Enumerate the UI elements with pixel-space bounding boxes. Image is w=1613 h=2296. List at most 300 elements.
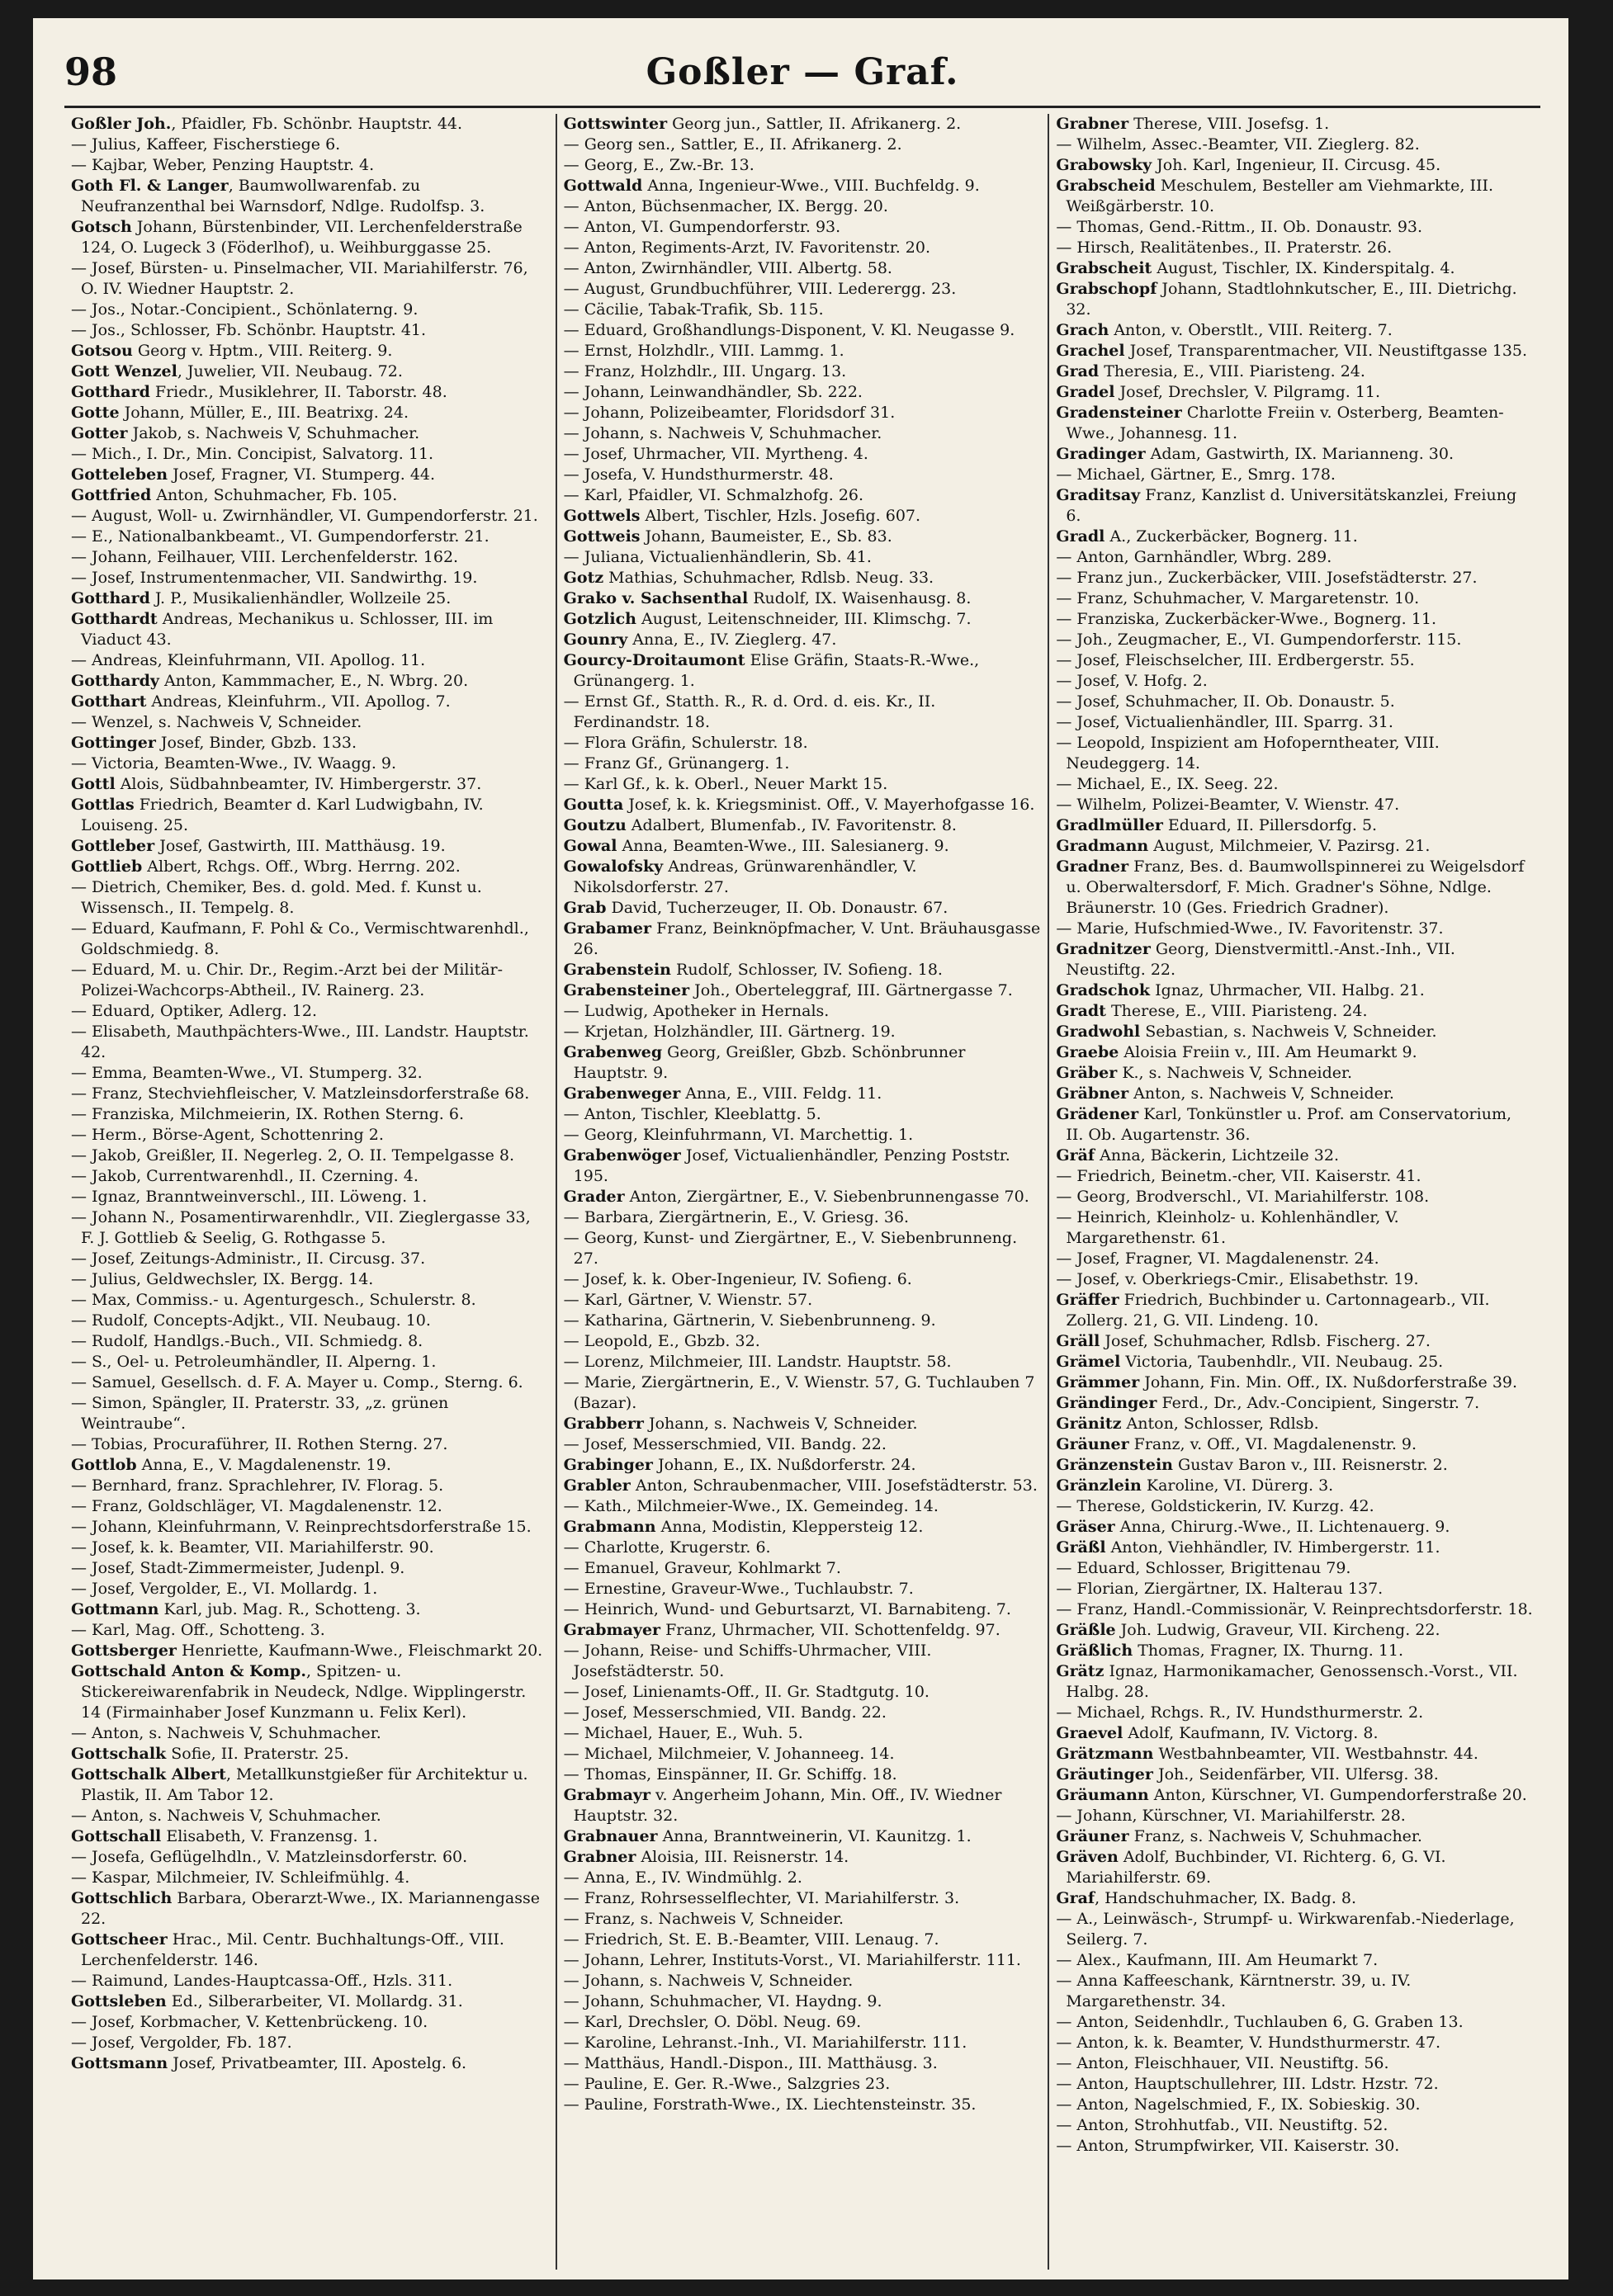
entry-details: Gustav Baron v., III. Reisnerstr. 2. [1173, 1456, 1448, 1474]
entry-surname: Grad [1056, 362, 1100, 380]
entry-details: — Michael, Milchmeier, V. Johanneeg. 14. [563, 1745, 895, 1763]
entry-details: — Franziska, Milchmeierin, IX. Rothen Sterng. 6. [71, 1105, 465, 1123]
entry-surname: Gottlas [71, 796, 135, 814]
directory-entry [1056, 2033, 1534, 2053]
directory-entry [1056, 588, 1534, 609]
entry-details: — Andreas, Kleinfuhrmann, VII. Apollog. 11. [71, 651, 426, 669]
entry-details: — Josef, Uhrmacher, VII. Myrtheng. 4. [563, 445, 868, 463]
entry-details: — Anton, Nagelschmied, F., IX. Sobieskig. 30. [1056, 2095, 1421, 2114]
entry-details: Ferd., Dr., Adv.-Concipient, Singerstr. 7. [1157, 1394, 1480, 1412]
entry-details: Friedrich, Buchbinder u. Cartonnagearb., VII. Zollerg. 21, G. VII. Lindeng. 10. [1066, 1291, 1490, 1330]
entry-surname: Gradensteiner [1056, 404, 1182, 422]
entry-surname: Grabensteiner [563, 981, 690, 999]
entry-details: Georg jun., Sattler, II. Afrikanerg. 2. [667, 115, 962, 133]
entry-details: Anton, Ziergärtner, E., V. Siebenbrunnengasse 70. [624, 1188, 1029, 1206]
entry-surname: Gränzenstein [1056, 1456, 1173, 1474]
directory-entry [1056, 1785, 1534, 1806]
directory-entry [564, 2012, 1042, 2033]
directory-entry [1056, 1146, 1534, 1166]
entry-details: Elise Gräfin, Staats-R.-Wwe., Grünangerg. 1. [573, 651, 980, 690]
directory-entry [564, 1785, 1042, 1826]
entry-surname: Gowalofsky [563, 857, 664, 876]
entry-details: Anna, E., IV. Zieglerg. 47. [627, 631, 837, 649]
directory-entry [71, 1372, 549, 1393]
entry-details: Joh., Oberteleggraf, III. Gärtnergasse 7. [689, 981, 1013, 999]
entry-surname: Gränitz [1056, 1415, 1122, 1433]
entry-details: — Johann, Feilhauer, VIII. Lerchenfelderstr. 162. [71, 548, 459, 566]
entry-surname: Gräf [1056, 1146, 1095, 1165]
directory-entry [71, 1393, 549, 1434]
entry-details: Adolf, Buchbinder, VI. Richterg. 6, G. VI. Mariahilferstr. 69. [1066, 1848, 1446, 1887]
entry-details: — Ernst Gf., Statth. R., R. d. Ord. d. eis. Kr., II. Ferdinandstr. 18. [563, 692, 936, 731]
directory-entry [564, 1414, 1042, 1434]
entry-details: Anna, Beamten-Wwe., III. Salesianerg. 9. [617, 837, 949, 855]
directory-entry [71, 1455, 549, 1476]
directory-entry [1056, 114, 1534, 135]
entry-surname: Gräßle [1056, 1621, 1116, 1639]
directory-entry [1056, 1826, 1534, 1847]
directory-entry [1056, 1476, 1534, 1496]
directory-entry [564, 1888, 1042, 1909]
entry-details: — Ernestine, Graveur-Wwe., Tuchlaubstr. 7. [563, 1580, 914, 1598]
entry-details: Henriette, Kaufmann-Wwe., Fleischmarkt 20. [176, 1642, 543, 1660]
entry-surname: Grabberr [563, 1415, 644, 1433]
directory-entry [564, 527, 1042, 547]
entry-details: — Georg, Kunst- und Ziergärtner, E., V. Siebenbrunneng. 27. [563, 1229, 1018, 1268]
entry-surname: Gräven [1056, 1848, 1119, 1866]
entry-details: — Eduard, Großhandlungs-Disponent, V. Kl. Neugasse 9. [563, 321, 1015, 339]
directory-entry [564, 1352, 1042, 1372]
entry-details: — Anton, Seidenhdlr., Tuchlauben 6, G. Graben 13. [1056, 2013, 1464, 2031]
entry-details: — Cäcilie, Tabak-Trafik, Sb. 115. [563, 300, 824, 319]
entry-surname: Grätz [1056, 1662, 1105, 1680]
entry-surname: Gottwels [563, 507, 641, 525]
entry-details: — Johann, Kürschner, VI. Mariahilferstr. 28. [1056, 1807, 1406, 1825]
entry-surname: Graditsay [1056, 486, 1141, 504]
entry-details: — Heinrich, Kleinholz- u. Kohlenhändler, V. Margarethenstr. 61. [1056, 1208, 1399, 1247]
entry-details: Hrac., Mil. Centr. Buchhaltungs-Off., VIII. Lerchenfelderstr. 146. [81, 1930, 504, 1969]
entry-details: — Eduard, M. u. Chir. Dr., Regim.-Arzt bei der Militär-Polizei-Wachcorps-Abtheil., IV. Rainerg. 23. [71, 961, 504, 999]
directory-entry [1056, 279, 1534, 320]
entry-details: — Tobias, Procuraführer, II. Rothen Sterng. 27. [71, 1435, 448, 1453]
entry-details: — Pauline, Forstrath-Wwe., IX. Liechtensteinstr. 35. [563, 2095, 977, 2114]
directory-entry [564, 485, 1042, 506]
entry-details: — Josef, Instrumentenmacher, VII. Sandwirthg. 19. [71, 569, 478, 587]
entry-surname: Gräuner [1056, 1435, 1129, 1453]
directory-entry [1056, 1166, 1534, 1187]
entry-details: Anton, Schraubenmacher, VIII. Josefstädterstr. 53. [630, 1476, 1038, 1495]
directory-entry [564, 1476, 1042, 1496]
directory-entry [1056, 1022, 1534, 1042]
directory-entry [564, 1579, 1042, 1599]
entry-details: — Leopold, Inspizient am Hofoperntheater, VIII. Neudeggerg. 14. [1056, 734, 1440, 772]
entry-surname: Graf [1056, 1889, 1095, 1907]
entry-details: — Josef, Bürsten- u. Pinselmacher, VII. Mariahilferstr. 76, O. IV. Wiedner Hauptstr. 2. [71, 259, 528, 298]
entry-details: v. Angerheim Johann, Min. Off., IV. Wiedner Hauptstr. 32. [573, 1786, 1002, 1825]
entry-details: — Josef, Korbmacher, V. Kettenbrückeng. 10. [71, 2013, 428, 2031]
directory-entry [564, 1434, 1042, 1455]
directory-entry [71, 1187, 549, 1207]
directory-entry [564, 630, 1042, 650]
directory-entry [71, 176, 549, 217]
directory-entry [71, 1538, 549, 1558]
entry-surname: Gräffer [1056, 1291, 1119, 1309]
directory-entry [564, 1207, 1042, 1228]
directory-entry [1056, 258, 1534, 279]
entry-details: — Franz Gf., Grünangerg. 1. [563, 754, 790, 772]
entry-details: Anna, Branntweinerin, VI. Kaunitzg. 1. [657, 1827, 972, 1845]
entry-details: — Johann, Schuhmacher, VI. Haydng. 9. [563, 1992, 882, 2010]
entry-details: Josef, Drechsler, V. Pilgramg. 11. [1114, 383, 1381, 401]
directory-entry [564, 795, 1042, 815]
directory-entry [1056, 815, 1534, 836]
directory-entry [1056, 1847, 1534, 1888]
entry-surname: Gottmann [71, 1600, 159, 1618]
directory-entry [71, 1991, 549, 2012]
entry-details: — Julius, Geldwechsler, IX. Bergg. 14. [71, 1270, 374, 1288]
entry-surname: Grader [563, 1188, 625, 1206]
entry-details: — Krjetan, Holzhändler, III. Gärtnerg. 19. [563, 1023, 896, 1041]
entry-details: K., s. Nachweis V, Schneider. [1117, 1064, 1353, 1082]
directory-entry [564, 465, 1042, 485]
entry-surname: Grabscheid [1056, 177, 1156, 195]
entry-details: — Franz jun., Zuckerbäcker, VIII. Josefstädterstr. 27. [1056, 569, 1478, 587]
entry-surname: Grabnauer [563, 1827, 658, 1845]
entry-details: Ignaz, Harmonikamacher, Genossensch.-Vorst., VII. Halbg. 28. [1066, 1662, 1518, 1701]
directory-entry [1056, 1104, 1534, 1146]
entry-details: — Josefa, Geflügelhdln., V. Matzleinsdorferstr. 60. [71, 1848, 468, 1866]
entry-details: — Kath., Milchmeier-Wwe., IX. Gemeindeg. 14. [563, 1497, 939, 1515]
entry-details: Georg, Dienstvermittl.-Anst.-Inh., VII. Neustiftg. 22. [1066, 940, 1455, 979]
entry-surname: Grabinger [563, 1456, 653, 1474]
entry-surname: Gradl [1056, 527, 1105, 546]
entry-details: — Anton, Strohhutfab., VII. Neustiftg. 52. [1056, 2116, 1388, 2134]
directory-entry [71, 1022, 549, 1063]
directory-entry [1056, 1455, 1534, 1476]
directory-entry [564, 1950, 1042, 1971]
directory-entry [71, 588, 549, 609]
entry-details: Franz, Bes. d. Baumwollspinnerei zu Weigelsdorf u. Oberwaltersdorf, F. Mich. Gradner's Söhne, Ndlge. Bräunerstr. 10 (Ges. Friedrich Gradner). [1066, 857, 1525, 917]
directory-entry [71, 155, 549, 176]
directory-entry [71, 1476, 549, 1496]
directory-entry [71, 795, 549, 836]
entry-details: Andreas, Kleinfuhrm., VII. Apollog. 7. [146, 692, 451, 711]
directory-entry [1056, 444, 1534, 465]
entry-details: — Pauline, E. Ger. R.-Wwe., Salzgries 23. [563, 2075, 891, 2093]
entry-surname: Gräser [1056, 1518, 1115, 1536]
directory-entry [564, 1331, 1042, 1352]
directory-entry [1056, 1641, 1534, 1661]
entry-surname: Gräber [1056, 1064, 1118, 1082]
entry-surname: Grabscheit [1056, 259, 1152, 277]
entry-details: Anna, Chirurg.-Wwe., II. Lichtenauerg. 9. [1114, 1518, 1450, 1536]
columns [64, 114, 1540, 2270]
entry-details: — Anton, Hauptschullehrer, III. Ldstr. Hzstr. 72. [1056, 2075, 1439, 2093]
entry-surname: Gottschall [71, 1827, 162, 1845]
directory-entry [1056, 2053, 1534, 2074]
directory-entry [564, 1991, 1042, 2012]
directory-entry [1056, 176, 1534, 217]
directory-entry [564, 1104, 1042, 1125]
directory-entry [1056, 1207, 1534, 1249]
directory-entry [1056, 465, 1534, 485]
directory-entry [71, 1269, 549, 1290]
directory-entry [71, 382, 549, 403]
directory-entry [71, 506, 549, 527]
directory-entry [71, 423, 549, 444]
entry-details: — Marie, Ziergärtnerin, E., V. Wienstr. 57, G. Tuchlauben 7 (Bazar). [563, 1373, 1035, 1412]
directory-entry [564, 1909, 1042, 1930]
entry-details: — Ignaz, Branntweinverschl., III. Löweng. 1. [71, 1188, 428, 1206]
entry-surname: Gräutinger [1056, 1765, 1153, 1783]
entry-surname: Gounry [563, 631, 628, 649]
entry-details: Franz, v. Off., VI. Magdalenenstr. 9. [1128, 1435, 1417, 1453]
directory-entry [564, 815, 1042, 836]
entry-details: — Johann, Reise- und Schiffs-Uhrmacher, VIII. Josefstädterstr. 50. [563, 1642, 932, 1680]
directory-entry [564, 1022, 1042, 1042]
directory-entry [71, 361, 549, 382]
entry-surname: Gottsleben [71, 1992, 167, 2010]
entry-details: — Franz, Stechviehfleischer, V. Matzleinsdorferstraße 68. [71, 1084, 530, 1103]
directory-entry [1056, 919, 1534, 939]
entry-details: — Josef, Vergolder, E., VI. Mollardg. 1. [71, 1580, 378, 1598]
directory-entry [71, 671, 549, 692]
entry-details: — Raimund, Landes-Hauptcassa-Off., Hzls. 311. [71, 1972, 453, 1990]
directory-entry [71, 1806, 549, 1826]
directory-entry [71, 1146, 549, 1166]
entry-details: Adam, Gastwirth, IX. Marianneng. 30. [1145, 445, 1454, 463]
entry-details: — Josef, Messerschmied, VII. Bandg. 22. [563, 1435, 887, 1453]
directory-entry [564, 1641, 1042, 1682]
directory-entry [564, 135, 1042, 155]
column-3 [1048, 114, 1540, 2270]
entry-details: David, Tucherzeuger, II. Ob. Donaustr. 67. [606, 899, 948, 917]
entry-details: Andreas, Grünwarenhändler, V. Nikolsdorferstr. 27. [573, 857, 917, 896]
directory-entry [564, 1558, 1042, 1579]
directory-entry [71, 919, 549, 960]
entry-details: Joh. Ludwig, Graveur, VII. Kircheng. 22. [1115, 1621, 1440, 1639]
directory-entry [1056, 1806, 1534, 1826]
entry-details: Adolf, Kaufmann, IV. Victorg. 8. [1123, 1724, 1379, 1742]
entry-details: — Josef, Fragner, VI. Magdalenenstr. 24. [1056, 1250, 1379, 1268]
entry-details: — Georg, Kleinfuhrmann, VI. Marchettig. 1. [563, 1126, 914, 1144]
entry-details: — Barbara, Ziergärtnerin, E., V. Griesg. 36. [563, 1208, 910, 1226]
entry-surname: Grabenweger [563, 1084, 681, 1103]
entry-surname: Gräll [1056, 1332, 1100, 1350]
entry-details: Mathias, Schuhmacher, Rdlsb. Neug. 33. [603, 569, 934, 587]
entry-details: Westbahnbeamter, VII. Westbahnstr. 44. [1153, 1745, 1478, 1763]
entry-surname: Gott Wenzel [71, 362, 177, 380]
entry-details: — Marie, Hufschmied-Wwe., IV. Favoritenstr. 37. [1056, 919, 1444, 938]
entry-details: — Anton, VI. Gumpendorferstr. 93. [563, 218, 841, 236]
entry-details: — Ernst, Holzhdlr., VIII. Lammg. 1. [563, 342, 844, 360]
directory-entry [564, 1146, 1042, 1187]
entry-details: Rudolf, Schlosser, IV. Sofieng. 18. [671, 961, 943, 979]
entry-details: Friedr., Musiklehrer, II. Taborstr. 48. [149, 383, 447, 401]
directory-entry [564, 1228, 1042, 1269]
directory-entry [71, 1084, 549, 1104]
entry-details: , Handschuhmacher, IX. Badg. 8. [1095, 1889, 1357, 1907]
entry-details: — Anton, s. Nachweis V, Schuhmacher. [71, 1724, 381, 1742]
entry-details: — Georg, E., Zw.-Br. 13. [563, 156, 754, 174]
entry-details: — Kaspar, Milchmeier, IV. Schleifmühlg. 4. [71, 1868, 410, 1887]
entry-details: — Max, Commiss.- u. Agenturgesch., Schulerstr. 8. [71, 1291, 476, 1309]
entry-details: — Johann, Leinwandhändler, Sb. 222. [563, 383, 863, 401]
directory-entry [1056, 1703, 1534, 1723]
directory-entry [1056, 1269, 1534, 1290]
entry-details: Albert, Tischler, Hzls. Josefig. 607. [640, 507, 921, 525]
entry-details: — Jos., Schlosser, Fb. Schönbr. Hauptstr. 41. [71, 321, 427, 339]
entry-details: — Anton, Büchsenmacher, IX. Bergg. 20. [563, 197, 888, 215]
entry-details: — Eduard, Kaufmann, F. Pohl & Co., Vermischtwarenhdl., Goldschmiedg. 8. [71, 919, 529, 958]
entry-surname: Gottfried [71, 486, 152, 504]
entry-surname: Grändinger [1056, 1394, 1157, 1412]
entry-details: — Anton, Garnhändler, Wbrg. 289. [1056, 548, 1332, 566]
entry-surname: Grabenweg [563, 1043, 663, 1061]
directory-entry [564, 733, 1042, 754]
entry-details: — Josef, Fleischselcher, III. Erdbergerstr. 55. [1056, 651, 1415, 669]
entry-details: — Emma, Beamten-Wwe., VI. Stumperg. 32. [71, 1064, 423, 1082]
directory-entry [564, 2095, 1042, 2115]
directory-entry [564, 176, 1042, 196]
entry-details: — Johann N., Posamentirwarenhdlr., VII. Zieglergasse 33, F. J. Gottlieb & Seelig, G. Rothgasse 5. [71, 1208, 531, 1247]
entry-details: — Herm., Börse-Agent, Schottenring 2. [71, 1126, 384, 1144]
entry-details: — Therese, Goldstickerin, IV. Kurzg. 42. [1056, 1497, 1374, 1515]
entry-details: Karl, Tonkünstler u. Prof. am Conservatorium, II. Ob. Augartenstr. 36. [1066, 1105, 1511, 1144]
entry-details: Charlotte Freiin v. Osterberg, Beamten-Wwe., Johannesg. 11. [1066, 404, 1504, 442]
entry-surname: Graebe [1056, 1043, 1119, 1061]
entry-details: — Anton, Zwirnhändler, VIII. Albertg. 58. [563, 259, 892, 277]
directory-entry [564, 1125, 1042, 1146]
entry-details: — Josef, Linienamts-Off., II. Gr. Stadtgutg. 10. [563, 1683, 929, 1701]
entry-details: — Michael, Hauer, E., Wuh. 5. [563, 1724, 803, 1742]
entry-details: — Anton, k. k. Beamter, V. Hundsthurmerstr. 47. [1056, 2034, 1441, 2052]
entry-details: — Rudolf, Concepts-Adjkt., VII. Neubaug. 10. [71, 1311, 431, 1330]
entry-details: — Georg sen., Sattler, E., II. Afrikanerg. 2. [563, 135, 902, 154]
entry-details: Anton, s. Nachweis V, Schneider. [1128, 1084, 1394, 1103]
entry-details: — E., Nationalbankbeamt., VI. Gumpendorferstr. 21. [71, 527, 490, 546]
directory-entry [1056, 2012, 1534, 2033]
directory-entry [564, 444, 1042, 465]
directory-entry [1056, 341, 1534, 361]
directory-entry [1056, 568, 1534, 588]
entry-details: Johann, Bürstenbinder, VII. Lerchenfelderstraße 124, O. Lugeck 3 (Föderlhof), u. Weihburggasse 25. [81, 218, 523, 257]
entry-surname: Gotthard [71, 383, 150, 401]
directory-entry [1056, 1538, 1534, 1558]
entry-details: — Franz, Holzhdlr., III. Ungarg. 13. [563, 362, 847, 380]
directory-entry [564, 1599, 1042, 1620]
entry-details: — Mich., I. Dr., Min. Concipist, Salvatorg. 11. [71, 445, 434, 463]
entry-details: Anton, Kürschner, VI. Gumpendorferstraße 20. [1148, 1786, 1527, 1804]
entry-details: Joh., Seidenfärber, VII. Ulfersg. 38. [1152, 1765, 1439, 1783]
entry-details: Eduard, II. Pillersdorfg. 5. [1162, 816, 1378, 834]
directory-entry [564, 1723, 1042, 1744]
entry-details: Anna, Modistin, Kleppersteig 12. [655, 1518, 924, 1536]
entry-details: Georg v. Hptm., VIII. Reiterg. 9. [132, 342, 393, 360]
entry-details: August, Milchmeier, V. Pazirsg. 21. [1148, 837, 1431, 855]
entry-details: Georg, Greißler, Gbzb. Schönbrunner Hauptstr. 9. [573, 1043, 966, 1082]
entry-details: Anton, v. Oberstlt., VIII. Reiterg. 7. [1109, 321, 1393, 339]
entry-details: — Jakob, Currentwarenhdl., II. Czerning. 4. [71, 1167, 419, 1185]
directory-entry [564, 2053, 1042, 2074]
entry-details: — Franz, s. Nachweis V, Schneider. [563, 1910, 844, 1928]
directory-entry [1056, 1888, 1534, 1909]
directory-entry [1056, 1331, 1534, 1352]
directory-entry [71, 1661, 549, 1723]
entry-surname: Grämmer [1056, 1373, 1140, 1391]
entry-details: A., Zuckerbäcker, Bognerg. 11. [1105, 527, 1358, 546]
entry-details: — Friedrich, Beinetm.-cher, VII. Kaiserstr. 41. [1056, 1167, 1421, 1185]
entry-surname: Grabler [563, 1476, 631, 1495]
entry-details: — Anton, Strumpfwirker, VII. Kaiserstr. 30. [1056, 2137, 1400, 2155]
directory-entry [1056, 2115, 1534, 2136]
directory-entry [71, 135, 549, 155]
directory-entry [1056, 1971, 1534, 2012]
entry-details: — Josef, Messerschmied, VII. Bandg. 22. [563, 1703, 887, 1722]
directory-entry [564, 279, 1042, 300]
directory-entry [1056, 980, 1534, 1001]
entry-details: Franz, Uhrmacher, VII. Schottenfeldg. 97. [660, 1621, 1000, 1639]
directory-entry [564, 1042, 1042, 1084]
entry-details: Sofie, II. Praterstr. 25. [166, 1745, 349, 1763]
entry-details: Aloisia Freiin v., III. Am Heumarkt 9. [1119, 1043, 1417, 1061]
entry-details: Anna, Ingenieur-Wwe., VIII. Buchfeldg. 9. [642, 177, 980, 195]
directory-entry [1056, 1765, 1534, 1785]
directory-entry [71, 2012, 549, 2033]
entry-surname: Gottinger [71, 734, 156, 752]
entry-surname: Gottleber [71, 837, 155, 855]
directory-entry [1056, 1372, 1534, 1393]
directory-entry [71, 692, 549, 712]
entry-surname: Gradmann [1056, 837, 1149, 855]
entry-surname: Grabenwöger [563, 1146, 681, 1165]
entry-details: Josef, Fragner, VI. Stumperg. 44. [168, 465, 436, 484]
directory-entry [564, 341, 1042, 361]
entry-details: — Florian, Ziergärtner, IX. Halterau 137. [1056, 1580, 1384, 1598]
entry-surname: Goutzu [563, 816, 627, 834]
entry-surname: Gotthart [71, 692, 147, 711]
directory-entry [1056, 217, 1534, 238]
directory-entry [71, 1331, 549, 1352]
directory-entry [1056, 320, 1534, 341]
entry-details: — Ludwig, Apotheker in Hernals. [563, 1002, 830, 1020]
directory-entry [71, 568, 549, 588]
entry-details: — Josef, k. k. Ober-Ingenieur, IV. Sofieng. 6. [563, 1270, 912, 1288]
directory-entry [71, 1434, 549, 1455]
directory-entry [71, 609, 549, 650]
entry-details: — Franziska, Zuckerbäcker-Wwe., Bognerg. 11. [1056, 610, 1436, 628]
directory-entry [564, 1455, 1042, 1476]
entry-details: Anna, E., V. Magdalenenstr. 19. [136, 1456, 391, 1474]
entry-surname: Gradel [1056, 383, 1115, 401]
directory-entry [564, 320, 1042, 341]
entry-surname: Goßler Joh. [71, 115, 172, 133]
directory-entry [1056, 485, 1534, 527]
entry-details: — August, Woll- u. Zwirnhändler, VI. Gumpendorferstr. 21. [71, 507, 538, 525]
entry-surname: Grämel [1056, 1353, 1121, 1371]
entry-surname: Gottschalk Albert [71, 1765, 226, 1783]
entry-details: — Josef, Zeitungs-Administr., II. Circusg. 37. [71, 1250, 426, 1268]
entry-surname: Gottl [71, 775, 116, 793]
entry-surname: Goth Fl. & Langer [71, 177, 229, 195]
directory-entry [564, 774, 1042, 795]
entry-surname: Grabamer [563, 919, 652, 938]
entry-surname: Grätzmann [1056, 1745, 1154, 1763]
directory-entry [71, 217, 549, 258]
directory-entry [1056, 1661, 1534, 1703]
entry-details: Josef, Transparentmacher, VII. Neustiftgasse 135. [1124, 342, 1528, 360]
directory-entry [1056, 1393, 1534, 1414]
